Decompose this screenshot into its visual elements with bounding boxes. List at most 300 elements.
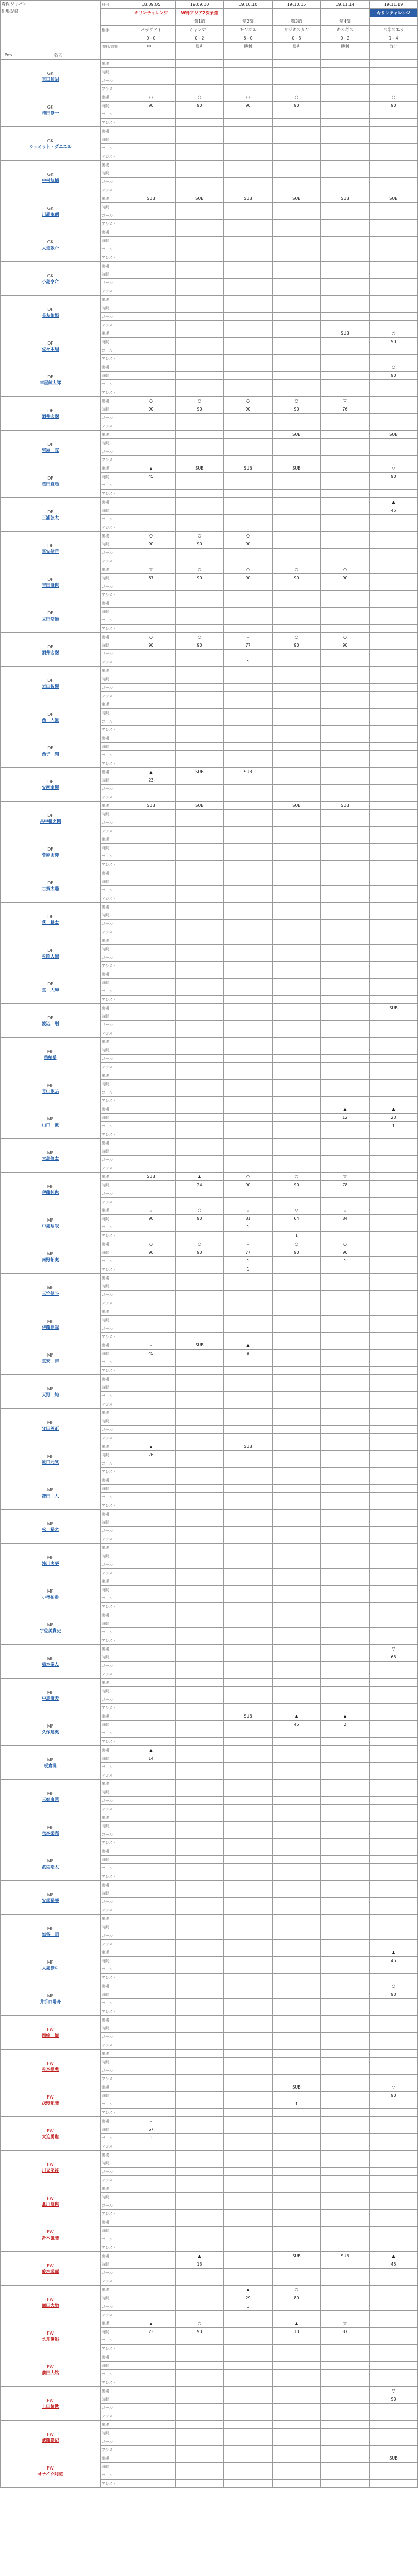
stat-value: SUB [176, 768, 224, 776]
stat-value [273, 1687, 321, 1695]
player-name-link[interactable]: 大迫勇也 [42, 2134, 59, 2139]
stat-value [224, 2227, 273, 2235]
stat-value [370, 76, 418, 85]
stat-value [370, 1679, 418, 1687]
stat-label: アシスト [101, 85, 127, 93]
stat-label: ゴール [101, 549, 127, 557]
stat-value [176, 1299, 224, 1307]
stat-value [321, 751, 370, 759]
player-name-link[interactable]: 長友佑都 [42, 313, 59, 318]
stat-value: ▲ [224, 1341, 273, 1350]
stat-value [127, 936, 176, 945]
stat-value [224, 1232, 273, 1240]
player-cell [1, 835, 101, 869]
player-name-link[interactable]: 植田直通 [42, 481, 59, 486]
stat-value [321, 1687, 370, 1695]
stat-value [176, 2421, 224, 2429]
stat-value [273, 1417, 321, 1426]
stat-label: アシスト [101, 1872, 127, 1881]
stat-value [224, 1965, 273, 1974]
stat-value [176, 920, 224, 928]
stat-value [370, 616, 418, 625]
player-position: FW [47, 2297, 54, 2302]
player-name-link[interactable]: 東口順昭 [42, 76, 59, 82]
stat-value: 1 [127, 2134, 176, 2142]
stat-value [370, 1206, 418, 1215]
stat-value [176, 2058, 224, 2066]
match-opponent: キルギス [321, 26, 370, 34]
player-name-link[interactable]: 小島亨介 [42, 279, 59, 284]
stat-value [321, 1535, 370, 1544]
stat-value [176, 1813, 224, 1822]
stat-value [273, 1763, 321, 1771]
stat-value [127, 2100, 176, 2109]
stat-value [176, 2302, 224, 2311]
stat-value [176, 1375, 224, 1383]
stat-label: 時間 [101, 2092, 127, 2100]
player-cell [1, 1645, 101, 1679]
stat-value [127, 1223, 176, 1232]
stat-value [176, 1974, 224, 1982]
stat-value [321, 2159, 370, 2168]
player-name-link[interactable]: 畠中槙之輔 [40, 818, 61, 824]
player-name-link[interactable]: 立田悠悟 [42, 616, 59, 621]
stat-value [321, 1898, 370, 1906]
player-position: DF [47, 340, 53, 346]
stat-value [321, 658, 370, 667]
player-name-link[interactable]: 大島僚斗 [42, 1965, 59, 1970]
stat-value [176, 2184, 224, 2193]
stat-value [321, 2277, 370, 2286]
stat-label: ゴール [101, 2134, 127, 2142]
player-name-link[interactable]: 吉田麻也 [42, 582, 59, 588]
stat-value [273, 1307, 321, 1316]
stat-label: 出場 [101, 2184, 127, 2193]
player-name-link[interactable]: 久保建英 [42, 1729, 59, 1734]
stat-value [321, 1164, 370, 1173]
player-name-link[interactable]: 鈴木優磨 [42, 2235, 59, 2240]
stat-value [224, 759, 273, 768]
stat-label: アシスト [101, 962, 127, 970]
player-name-link[interactable]: 伊藤純也 [42, 1189, 59, 1195]
stat-label: ゴール [101, 515, 127, 523]
stat-value [224, 1788, 273, 1797]
stat-value [321, 1729, 370, 1738]
stat-value [224, 1164, 273, 1173]
stat-value [176, 1712, 224, 1721]
player-name-link[interactable]: 青山敏弘 [42, 1088, 59, 1094]
match-competition [224, 9, 273, 17]
player-name-link[interactable]: 川又堅碁 [42, 2168, 59, 2173]
stat-value [176, 1872, 224, 1881]
stat-label: ゴール [101, 987, 127, 996]
stat-value [224, 2395, 273, 2404]
stat-value [370, 481, 418, 490]
player-name-link[interactable]: シュミット・ダニエル [29, 144, 72, 149]
stat-value [321, 1139, 370, 1147]
stat-value [224, 835, 273, 844]
stat-label: 出場 [101, 296, 127, 304]
player-name-link[interactable]: 堂安 律 [42, 1358, 59, 1363]
match-round: 第1節 [176, 17, 224, 26]
stat-value [176, 2218, 224, 2227]
player-cell [1, 2117, 101, 2151]
stat-value: ○ [127, 397, 176, 405]
stat-value [224, 2218, 273, 2227]
player-position: FW [47, 2196, 54, 2201]
player-name-link[interactable]: 古賀太陽 [42, 886, 59, 891]
player-name-link[interactable]: 大島僚太 [42, 1156, 59, 1161]
player-name-link[interactable]: 宇佐美貴史 [40, 1628, 61, 1633]
player-name-link[interactable]: 荻 耕太 [42, 920, 59, 925]
stat-value [224, 911, 273, 920]
stat-value [370, 178, 418, 186]
player-name-link[interactable]: 守田英正 [42, 1426, 59, 1431]
player-name-link[interactable]: 佐々木翔 [42, 346, 59, 352]
title-line2: 出場記録 [2, 9, 18, 14]
player-cell [1, 2151, 101, 2184]
player-stat-row [1, 936, 418, 945]
player-name-link[interactable]: 小林祐希 [42, 1594, 59, 1599]
stat-value [127, 1130, 176, 1139]
player-name-link[interactable]: 井手口陽介 [40, 1999, 61, 2004]
stat-value [176, 1004, 224, 1012]
player-name-link[interactable]: 前田大然 [42, 2370, 59, 2375]
player-name-link[interactable]: 渡辺 剛 [42, 1021, 59, 1026]
player-name-link[interactable]: 浅野拓磨 [42, 2100, 59, 2105]
stat-value [370, 936, 418, 945]
stat-value [370, 2134, 418, 2142]
stat-label: 出場 [101, 2050, 127, 2058]
stat-value [321, 2083, 370, 2092]
stat-value: 45 [370, 1957, 418, 1965]
stat-value: 90 [321, 574, 370, 582]
stat-value: SUB [176, 802, 224, 810]
stat-value [370, 1173, 418, 1181]
player-name-link[interactable]: 松 裕之 [42, 1527, 59, 1532]
stat-label: 出場 [101, 1510, 127, 1518]
player-name-link[interactable]: 三好康児 [42, 1797, 59, 1802]
stat-value: 90 [273, 405, 321, 414]
stat-value [127, 422, 176, 431]
stat-value [370, 380, 418, 388]
player-name-link[interactable]: 中島翔哉 [42, 1223, 59, 1228]
stat-value [273, 2269, 321, 2277]
stat-value [127, 2159, 176, 2168]
stat-value [370, 1274, 418, 1282]
stat-value [321, 920, 370, 928]
stat-value [176, 1510, 224, 1518]
stat-value [176, 2066, 224, 2075]
stat-value [176, 2100, 224, 2109]
player-name-link[interactable]: 原口元気 [42, 1459, 59, 1465]
stat-value [176, 1459, 224, 1468]
stat-value [176, 2243, 224, 2252]
player-name-link[interactable]: 上田綺世 [42, 2404, 59, 2409]
stat-value [224, 1729, 273, 1738]
stat-value [127, 1156, 176, 1164]
stat-value [273, 928, 321, 936]
stat-value [224, 608, 273, 616]
player-name-link[interactable]: 鎌田大地 [42, 2302, 59, 2308]
stat-value [273, 903, 321, 911]
player-name-link[interactable]: 松本泰志 [42, 1830, 59, 1836]
player-name-link[interactable]: 岩田智輝 [42, 684, 59, 689]
stat-value [127, 1704, 176, 1712]
stat-value [273, 532, 321, 540]
stat-value [224, 1147, 273, 1156]
stat-value [224, 2362, 273, 2370]
player-cell [1, 869, 101, 903]
stat-value [127, 1898, 176, 1906]
player-cell [1, 903, 101, 936]
stat-value [224, 700, 273, 709]
stat-value [273, 2125, 321, 2134]
player-name-link[interactable]: 三竿健斗 [42, 1291, 59, 1296]
player-name-link[interactable]: 安西幸輝 [42, 785, 59, 790]
player-name-link[interactable]: オナイウ阿道 [37, 2471, 63, 2476]
player-cell [1, 1409, 101, 1442]
stat-value: 67 [127, 574, 176, 582]
stat-label: 時間 [101, 709, 127, 717]
player-position: DF [47, 678, 53, 683]
stat-value [321, 869, 370, 877]
stat-value [224, 802, 273, 810]
stat-value [127, 835, 176, 844]
stat-value [321, 1872, 370, 1881]
stat-value [370, 1055, 418, 1063]
player-name-link[interactable]: 川島永嗣 [42, 211, 59, 217]
player-name-link[interactable]: 橋本拳人 [42, 1662, 59, 1667]
player-name-link[interactable]: 杉本健勇 [42, 2066, 59, 2072]
stat-value [224, 549, 273, 557]
stat-label: アシスト [101, 658, 127, 667]
stat-value [127, 152, 176, 161]
stat-value [176, 734, 224, 743]
player-name-link[interactable]: 中村航輔 [42, 178, 59, 183]
stat-value [370, 1611, 418, 1619]
stat-value [321, 2218, 370, 2227]
player-cell [1, 1307, 101, 1341]
stat-value [273, 1746, 321, 1754]
player-name-link[interactable]: 永井謙佑 [42, 2336, 59, 2341]
player-cell [1, 2387, 101, 2421]
stat-value [321, 1451, 370, 1459]
stat-value [127, 1560, 176, 1569]
player-name-link[interactable]: 大迫敬介 [42, 245, 59, 250]
player-stat-row [1, 161, 418, 169]
stat-value [273, 1670, 321, 1679]
stat-value [273, 178, 321, 186]
player-name-link[interactable]: 柴崎岳 [44, 1055, 57, 1060]
player-name-link[interactable]: 権田修一 [42, 110, 59, 115]
player-name-link[interactable]: 室屋 成 [42, 447, 59, 453]
player-name-link[interactable]: 堂 大輝 [42, 987, 59, 992]
stat-value [370, 1704, 418, 1712]
stat-value [321, 1560, 370, 1569]
player-name-link[interactable]: 菅原由勢 [42, 852, 59, 857]
stat-value [370, 928, 418, 936]
player-name-link[interactable]: 杉岡大暉 [42, 953, 59, 959]
stat-value [321, 1055, 370, 1063]
stat-value [127, 245, 176, 253]
stat-value [127, 1257, 176, 1265]
player-name-link[interactable]: 武藤嘉紀 [42, 2437, 59, 2443]
player-name-link[interactable]: 南野拓実 [42, 1257, 59, 1262]
stat-value [127, 110, 176, 119]
stat-label: 出場 [101, 2353, 127, 2362]
stat-value [127, 1594, 176, 1603]
stat-value [321, 945, 370, 953]
player-name-link[interactable]: 鈴木武蔵 [42, 2269, 59, 2274]
player-name-link[interactable]: 山口 蛍 [42, 1122, 59, 1127]
stat-value [224, 1291, 273, 1299]
stat-value [176, 1156, 224, 1164]
stat-value [370, 1434, 418, 1442]
stat-value [273, 2201, 321, 2210]
stat-value [321, 2345, 370, 2353]
stat-value: ○ [321, 633, 370, 641]
stat-label: 出場 [101, 903, 127, 911]
stat-value [370, 1485, 418, 1493]
stat-value [321, 852, 370, 861]
player-name-link[interactable]: 塩谷 司 [42, 1931, 59, 1937]
player-position: FW [47, 2027, 54, 2032]
stat-value [321, 717, 370, 726]
stat-value: 90 [273, 1248, 321, 1257]
stat-value: 14 [127, 1754, 176, 1763]
stat-value: SUB [224, 464, 273, 473]
player-name-link[interactable]: 板倉滉 [44, 1763, 57, 1768]
player-name-link[interactable]: 浅川実夢 [42, 1560, 59, 1566]
stat-value [176, 2092, 224, 2100]
stat-value: ▲ [224, 2286, 273, 2294]
stat-value [127, 2302, 176, 2311]
match-result: 中止 [127, 43, 176, 51]
stat-value [176, 2446, 224, 2454]
stat-value [127, 68, 176, 76]
stat-value [321, 85, 370, 93]
stat-value [321, 2243, 370, 2252]
stat-value [321, 1358, 370, 1367]
stat-value [370, 1392, 418, 1400]
stat-value [224, 962, 273, 970]
stat-value [224, 2176, 273, 2184]
player-name-link[interactable]: 渡辺晧太 [42, 1864, 59, 1869]
stat-value: ○ [370, 93, 418, 102]
stat-label: 時間 [101, 675, 127, 684]
player-cell [1, 2050, 101, 2083]
player-name-link[interactable]: 三浦弦太 [42, 515, 59, 520]
stat-value [224, 1856, 273, 1864]
stat-value [127, 144, 176, 152]
header-label [101, 17, 127, 26]
stat-value [224, 1080, 273, 1088]
stat-label: 出場 [101, 1409, 127, 1417]
stat-label: ゴール [101, 1763, 127, 1771]
stat-value [127, 2252, 176, 2260]
stat-value [321, 979, 370, 987]
stat-label: 出場 [101, 936, 127, 945]
stat-value [273, 2454, 321, 2463]
stat-value [321, 422, 370, 431]
stat-value [273, 2404, 321, 2412]
stat-label: アシスト [101, 1130, 127, 1139]
player-position: GK [47, 71, 54, 76]
player-name-link[interactable]: 西 大伍 [42, 717, 59, 723]
player-name-link[interactable]: 中島康夫 [42, 1695, 59, 1701]
stat-value [224, 1139, 273, 1147]
player-name-link[interactable]: 西子 潤 [42, 751, 59, 756]
player-name-link[interactable]: 安部裕葵 [42, 1898, 59, 1903]
stat-value [370, 675, 418, 684]
stat-value [273, 768, 321, 776]
player-name-link[interactable]: 鎌田 大 [42, 1493, 59, 1498]
stat-value [224, 1274, 273, 1282]
stat-value [176, 2024, 224, 2033]
stat-value: 90 [176, 102, 224, 110]
player-position: DF [47, 577, 53, 582]
stat-value [224, 1055, 273, 1063]
stat-value [321, 557, 370, 565]
player-name-link[interactable]: 酒井宏樹 [42, 650, 59, 655]
stat-label: 出場 [101, 1139, 127, 1147]
stat-value [321, 296, 370, 304]
stat-value [321, 464, 370, 473]
stat-value [127, 1628, 176, 1636]
stat-value [176, 1232, 224, 1240]
match-result: 勝利 [273, 43, 321, 51]
stat-value [224, 287, 273, 296]
stat-value [224, 793, 273, 802]
stat-value [176, 962, 224, 970]
stat-value [224, 1839, 273, 1847]
stat-value [273, 1982, 321, 1990]
stat-value [224, 1560, 273, 1569]
stat-value [224, 1645, 273, 1653]
stat-label: ゴール [101, 1189, 127, 1198]
player-name-link[interactable]: 車屋紳太郎 [40, 380, 61, 385]
stat-value [127, 1181, 176, 1189]
stat-label: 出場 [101, 835, 127, 844]
match-date: 18.09.05 [127, 1, 176, 9]
stat-value [176, 1645, 224, 1653]
stat-value [127, 1931, 176, 1940]
stat-value [273, 1695, 321, 1704]
player-name-link[interactable]: 岡崎 慎 [42, 2033, 59, 2038]
player-name-link[interactable]: 北川航也 [42, 2201, 59, 2207]
stat-value [127, 1957, 176, 1965]
stat-label: ゴール [101, 380, 127, 388]
stat-value [224, 2050, 273, 2058]
player-name-link[interactable]: 天野 純 [42, 1392, 59, 1397]
player-name-link[interactable]: 伊藤達哉 [42, 1324, 59, 1330]
stat-value [273, 1282, 321, 1291]
stat-value [127, 1426, 176, 1434]
stat-value [321, 355, 370, 363]
stat-value [127, 1291, 176, 1299]
player-name-link[interactable]: 酒井宏樹 [42, 414, 59, 419]
stat-value [176, 1704, 224, 1712]
stat-value [127, 2471, 176, 2480]
stat-label: ゴール [101, 1358, 127, 1367]
player-position: DF [47, 543, 53, 548]
stat-value [370, 751, 418, 759]
stat-label: 時間 [101, 945, 127, 953]
player-name-link[interactable]: 冨安健洋 [42, 549, 59, 554]
stat-value [224, 734, 273, 743]
stat-value [370, 1695, 418, 1704]
